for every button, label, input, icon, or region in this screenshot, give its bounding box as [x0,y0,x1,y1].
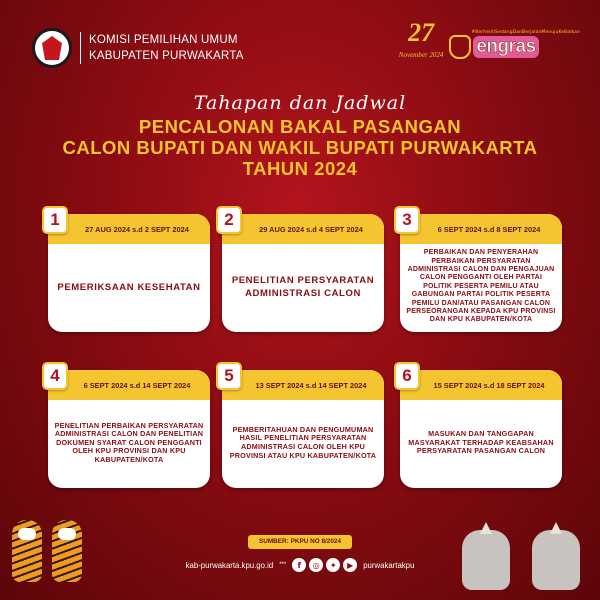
bengras-tagline: #BerhentiSedangDanBerjalanMenujuKeBaikan [471,29,580,35]
stage-date: 13 SEPT 2024 s.d 14 SEPT 2024 [255,380,367,390]
stage-card [48,366,210,488]
bengras-text: engras [473,36,538,58]
facebook-icon[interactable]: f [292,558,306,572]
youtube-icon[interactable]: ▶ [343,558,357,572]
stage-date-bar [48,370,210,400]
stage-date-bar [222,370,384,400]
stage-description: PEMERIKSAAN KESEHATAN [57,281,201,293]
title-line-2: CALON BUPATI DAN WAKIL BUPATI PURWAKARTA [62,137,538,158]
instagram-icon[interactable]: ◎ [309,558,323,572]
stage-number: 2 [216,206,242,234]
stage-description: MASUKAN DAN TANGGAPAN MASYARAKAT TERHADAP KEABSAHAN PERSYARATAN PASANGAN CALON [408,429,554,456]
stage-date: 15 SEPT 2024 s.d 18 SEPT 2024 [433,380,545,390]
website-link[interactable]: kab-purwakarta.kpu.go.id [185,560,274,570]
anniversary-badge [398,18,580,66]
stage-card [222,366,384,488]
title-script: Tahapan dan Jadwal [193,92,407,114]
stage-card [222,210,384,332]
stage-description: PENELITIAN PERSYARATAN ADMINISTRASI CALON [231,275,375,299]
stage-date-bar [400,214,562,244]
stage-date: 6 SEPT 2024 s.d 14 SEPT 2024 [83,380,191,390]
stage-card [400,366,562,488]
hand-icon [449,35,471,59]
kpu-header [32,28,244,68]
tiger-mascot [52,520,82,582]
stage-number: 3 [394,206,420,234]
tiger-mascot [12,520,42,582]
stage-date: 29 AUG 2024 s.d 4 SEPT 2024 [259,224,363,234]
org-line1: KOMISI PEMILIHAN UMUM [89,34,238,46]
footer-separator: *** [279,562,287,568]
stage-date-bar [48,214,210,244]
stage-date: 6 SEPT 2024 s.d 8 SEPT 2024 [437,224,541,234]
anniversary-date: November 2024 [398,51,444,59]
footer [0,558,600,572]
anniversary-logo [398,18,444,66]
bengras-logo [449,30,580,59]
stage-description: PEMBERITAHUAN DAN PENGUMUMAN HASIL PENELITIAN PERSYARATAN ADMINISTRASI CALON OLEH KPU PROVINSI ATAU KPU KABUPATEN/KOTA [229,424,377,460]
stage-card [400,210,562,332]
title-line-3: TAHUN 2024 [242,158,358,179]
stage-date: 27 AUG 2024 s.d 2 SEPT 2024 [85,224,189,234]
org-line2: KABUPATEN PURWAKARTA [89,50,244,62]
stage-number: 6 [394,362,420,390]
stage-number: 5 [216,362,242,390]
stage-number: 4 [42,362,68,390]
stage-date-bar [400,370,562,400]
twitter-icon[interactable]: ✦ [326,558,340,572]
anniversary-number: 27 [408,18,435,47]
stage-date-bar [222,214,384,244]
social-icons [292,558,357,572]
title-line-1: PENCALONAN BAKAL PASANGAN [138,116,462,137]
stage-description: PERBAIKAN DAN PENYERAHAN PERBAIKAN PERSYARATAN ADMINISTRASI CALON DAN PENGAJUAN CALON PENGGANTI OLEH PARTAI POLITIK PESERTA PEMILU ATAU GABUNGAN PARTAI POLITIK PESERTA PEMILU DAN/ATAU PASANGAN CALON PERSEORANGAN KEPADA KPU PROVINSI DAN KPU KABUPATEN/KOTA [406,249,556,324]
kpu-logo [32,28,72,68]
stage-number: 1 [42,206,68,234]
social-handle[interactable]: purwakartakpu [363,560,415,570]
stage-description: PENELITIAN PERBAIKAN PERSYARATAN ADMINISTRASI CALON DAN PENELITIAN DOKUMEN SYARAT CALON PENGGANTI OLEH KPU PROVINSI DAN KPU KABUPATEN/KOTA [54,420,204,464]
source-badge: SUMBER: PKPU NO 8/2024 [248,535,352,549]
org-name [80,32,244,64]
stage-card [48,210,210,332]
